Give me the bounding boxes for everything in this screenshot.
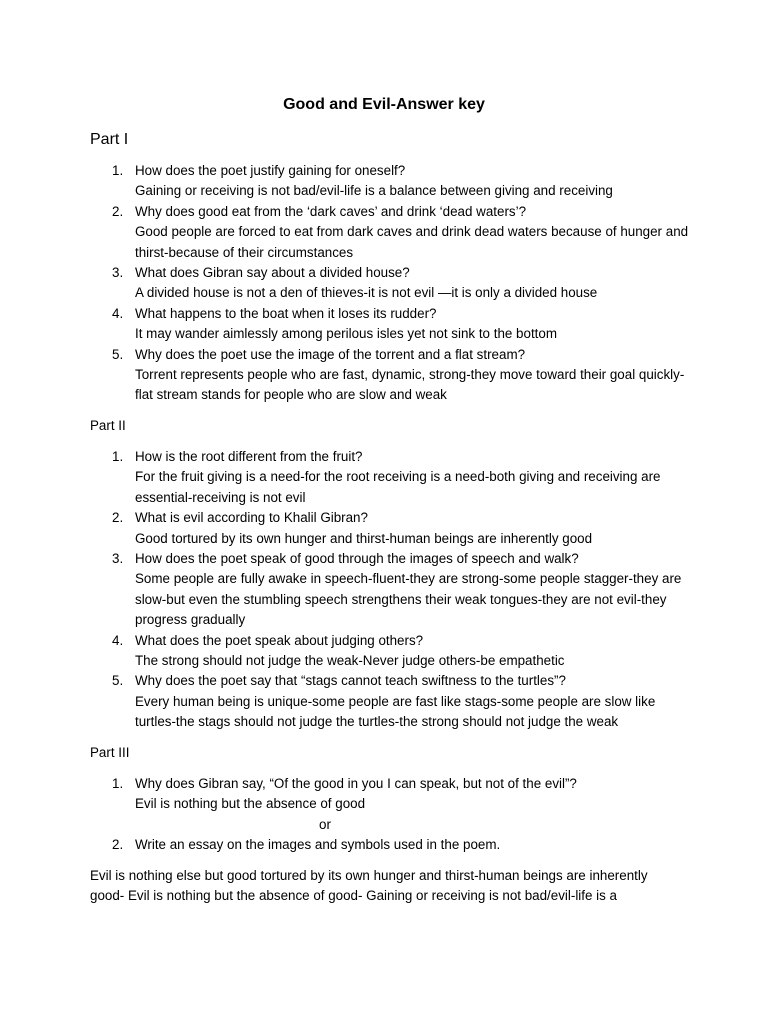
list-item — [90, 774, 690, 835]
item-number: 1. — [112, 449, 124, 464]
list-item — [90, 304, 690, 345]
answer: Gaining or receiving is not bad/evil-life is a balance between giving and receiving — [135, 183, 613, 199]
part-1-heading: Part I — [90, 131, 129, 148]
answer: Torrent represents people who are fast, dynamic, strong-they move toward their goal quickly-flat stream stands for people who are slow and weak — [135, 367, 685, 403]
list-item — [90, 631, 690, 672]
question: Why does the poet use the image of the torrent and a flat stream? — [135, 346, 526, 362]
answer: For the fruit giving is a need-for the root receiving is a need-both giving and receiving are essential-receiving is not evil — [135, 469, 661, 505]
part-2-heading: Part II — [90, 418, 126, 433]
item-number: 3. — [112, 265, 124, 281]
list-item — [90, 345, 690, 406]
answer: Every human being is unique-some people are fast like stags-some people are slow like turtles-the stags should not judge the turtles-the strong should not judge the weak — [135, 693, 656, 730]
document-title: Good and Evil-Answer key — [283, 96, 485, 113]
list-item — [90, 263, 690, 304]
answer: Evil is nothing but the absence of good — [135, 796, 366, 812]
answer: The strong should not judge the weak-Never judge others-be empathetic — [135, 653, 565, 669]
answer: Good people are forced to eat from dark caves and drink dead waters because of hunger and thirst-because of their circumstances — [135, 224, 689, 260]
list-item — [90, 161, 690, 202]
item-number: 4. — [112, 632, 124, 648]
part-3-heading: Part III — [90, 745, 130, 760]
part-2-list — [90, 447, 690, 733]
question: Why does good eat from the ‘dark caves’ and drink ‘dead waters’? — [135, 203, 527, 219]
or-separator: or — [319, 816, 331, 832]
item-number: 5. — [112, 673, 124, 689]
question: What is evil according to Khalil Gibran? — [135, 510, 368, 526]
essay-paragraph: Evil is nothing else but good tortured by its own hunger and thirst-human beings are inherently good- Evil is nothing but the absence of good- Gaining or receiving is not bad/evil-life is a — [90, 868, 648, 904]
answer: It may wander aimlessly among perilous isles yet not sink to the bottom — [135, 326, 557, 342]
question: What happens to the boat when it loses its rudder? — [135, 305, 437, 321]
list-item — [90, 202, 690, 263]
item-number: 1. — [112, 163, 124, 178]
part-3-list — [90, 774, 690, 856]
question: What does Gibran say about a divided house? — [135, 265, 410, 281]
item-number: 5. — [112, 346, 124, 362]
answer: Some people are fully awake in speech-fluent-they are strong-some people stagger-they are slow-but even the stumbling speech strengthens their weak tongues-they are not evil-they progress gradually — [135, 571, 682, 628]
part-1-list — [90, 161, 690, 406]
item-number: 2. — [112, 203, 124, 219]
list-item — [90, 549, 690, 631]
question: How does the poet speak of good through the images of speech and walk? — [135, 551, 579, 567]
item-number: 3. — [112, 551, 124, 567]
question: How is the root different from the fruit? — [135, 449, 363, 464]
question: What does the poet speak about judging others? — [135, 632, 424, 648]
list-item — [90, 447, 690, 508]
question: Why does Gibran say, “Of the good in you I can speak, but not of the evil”? — [135, 776, 577, 791]
answer: Good tortured by its own hunger and thirst-human beings are inherently good — [135, 530, 593, 546]
item-number: 2. — [112, 837, 124, 853]
list-item — [90, 671, 690, 732]
question: Write an essay on the images and symbols used in the poem. — [135, 837, 501, 853]
answer: A divided house is not a den of thieves-it is not evil —it is only a divided house — [135, 285, 598, 301]
item-number: 1. — [112, 776, 124, 791]
list-item — [90, 835, 690, 855]
question: Why does the poet say that “stags cannot teach swiftness to the turtles”? — [135, 673, 566, 689]
item-number: 4. — [112, 305, 124, 321]
question: How does the poet justify gaining for oneself? — [135, 163, 406, 178]
list-item — [90, 508, 690, 549]
item-number: 2. — [112, 510, 124, 526]
